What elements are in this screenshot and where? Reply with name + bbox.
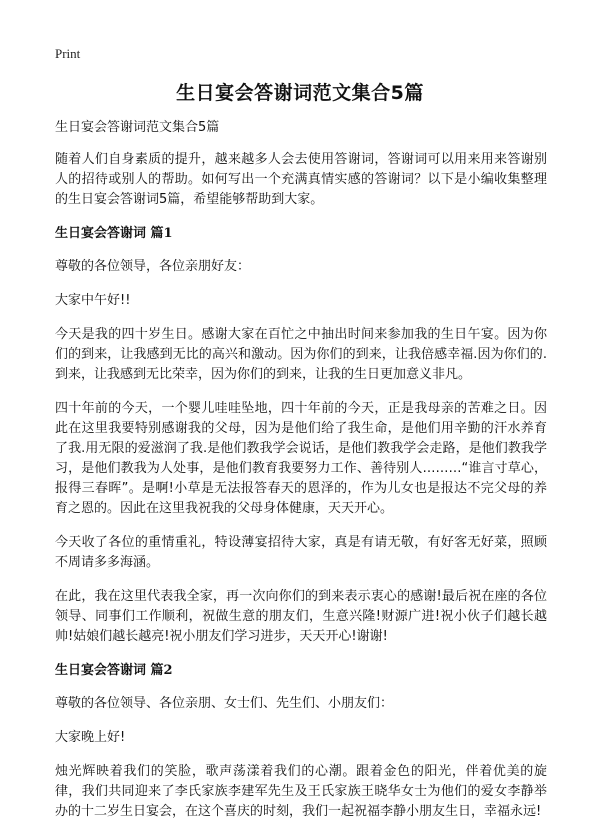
document-body [55, 118, 547, 836]
section-paragraph: 尊敬的各位领导、各位亲朋、女士们、先生们、小朋友们： [55, 696, 394, 711]
section-paragraph: 今天收了各位的重情重礼，特设薄宴招待大家，真是有请无敬，有好客无好菜，照顾不周请多多海涵。 [55, 535, 547, 570]
section-paragraph: 今天是我的四十岁生日。感谢大家在百忙之中抽出时间来参加我的生日午宴。因为你们的到来，让我感到无比的高兴和激动。因为你们的到来，让我倍感幸福.因为你们的.到来，让我感到无比荣幸，因为你们的到来，让我的生日更加意义非凡。 [55, 327, 547, 382]
section-paragraph: 大家中午好!! [55, 293, 131, 308]
section-paragraph: 尊敬的各位领导，各位亲朋好友： [55, 259, 251, 274]
page-title: 生日宴会答谢词范文集合5篇 [176, 82, 424, 104]
print-link[interactable]: Print [55, 46, 81, 61]
intro-paragraph: 随着人们自身素质的提升，越来越多人会去使用答谢词，答谢词可以用来用来答谢别人的招待或别人的帮助。如何写出一个充满真情实感的答谢词？以下是小编收集整理的生日宴会答谢词5篇，希望能够帮助到大家。 [55, 152, 547, 207]
document-subtitle: 生日宴会答谢词范文集合5篇 [55, 120, 220, 135]
section-paragraph: 在此，我在这里代表我全家，再一次向你们的到来表示衷心的感谢!最后祝在座的各位领导、同事们工作顺利，祝做生意的朋友们，生意兴隆!财源广进!祝小伙子们越长越帅!姑娘们越长越亮!祝小朋友们学习进步，天天开心!谢谢! [55, 589, 547, 644]
section-heading: 生日宴会答谢词 篇1 [55, 226, 173, 241]
section-paragraph: 四十年前的今天，一个婴儿哇哇坠地，四十年前的今天，正是我母亲的苦难之日。因此在这里我要特别感谢我的父母，因为是他们给了我生命，是他们用辛勤的汗水养育了我.用无限的爱滋润了我.是他们教我学会说话，是他们教我学会走路，是他们教我学习，是他们教我为人处事，是他们教育我要努力工作、善待别人………“谁言寸草心，报得三春晖”。是啊!小草是无法报答春天的恩泽的，作为儿女也是报达不完父母的养育之恩的。因此在这里我祝我的父母身体健康，天天开心。 [55, 401, 547, 516]
section-paragraph: 烛光辉映着我们的笑脸，歌声荡漾着我们的心潮。跟着金色的阳光，伴着优美的旋律，我们共同迎来了李氏家族李建军先生及王氏家族王晓华女士为他们的爱女李静举办的十二岁生日宴会，在这个喜庆的时刻，我们一起祝福李静小朋友生日，幸福永远! [55, 764, 547, 819]
section-heading: 生日宴会答谢词 篇2 [55, 663, 173, 678]
section-paragraph: 大家晚上好! [55, 730, 126, 745]
